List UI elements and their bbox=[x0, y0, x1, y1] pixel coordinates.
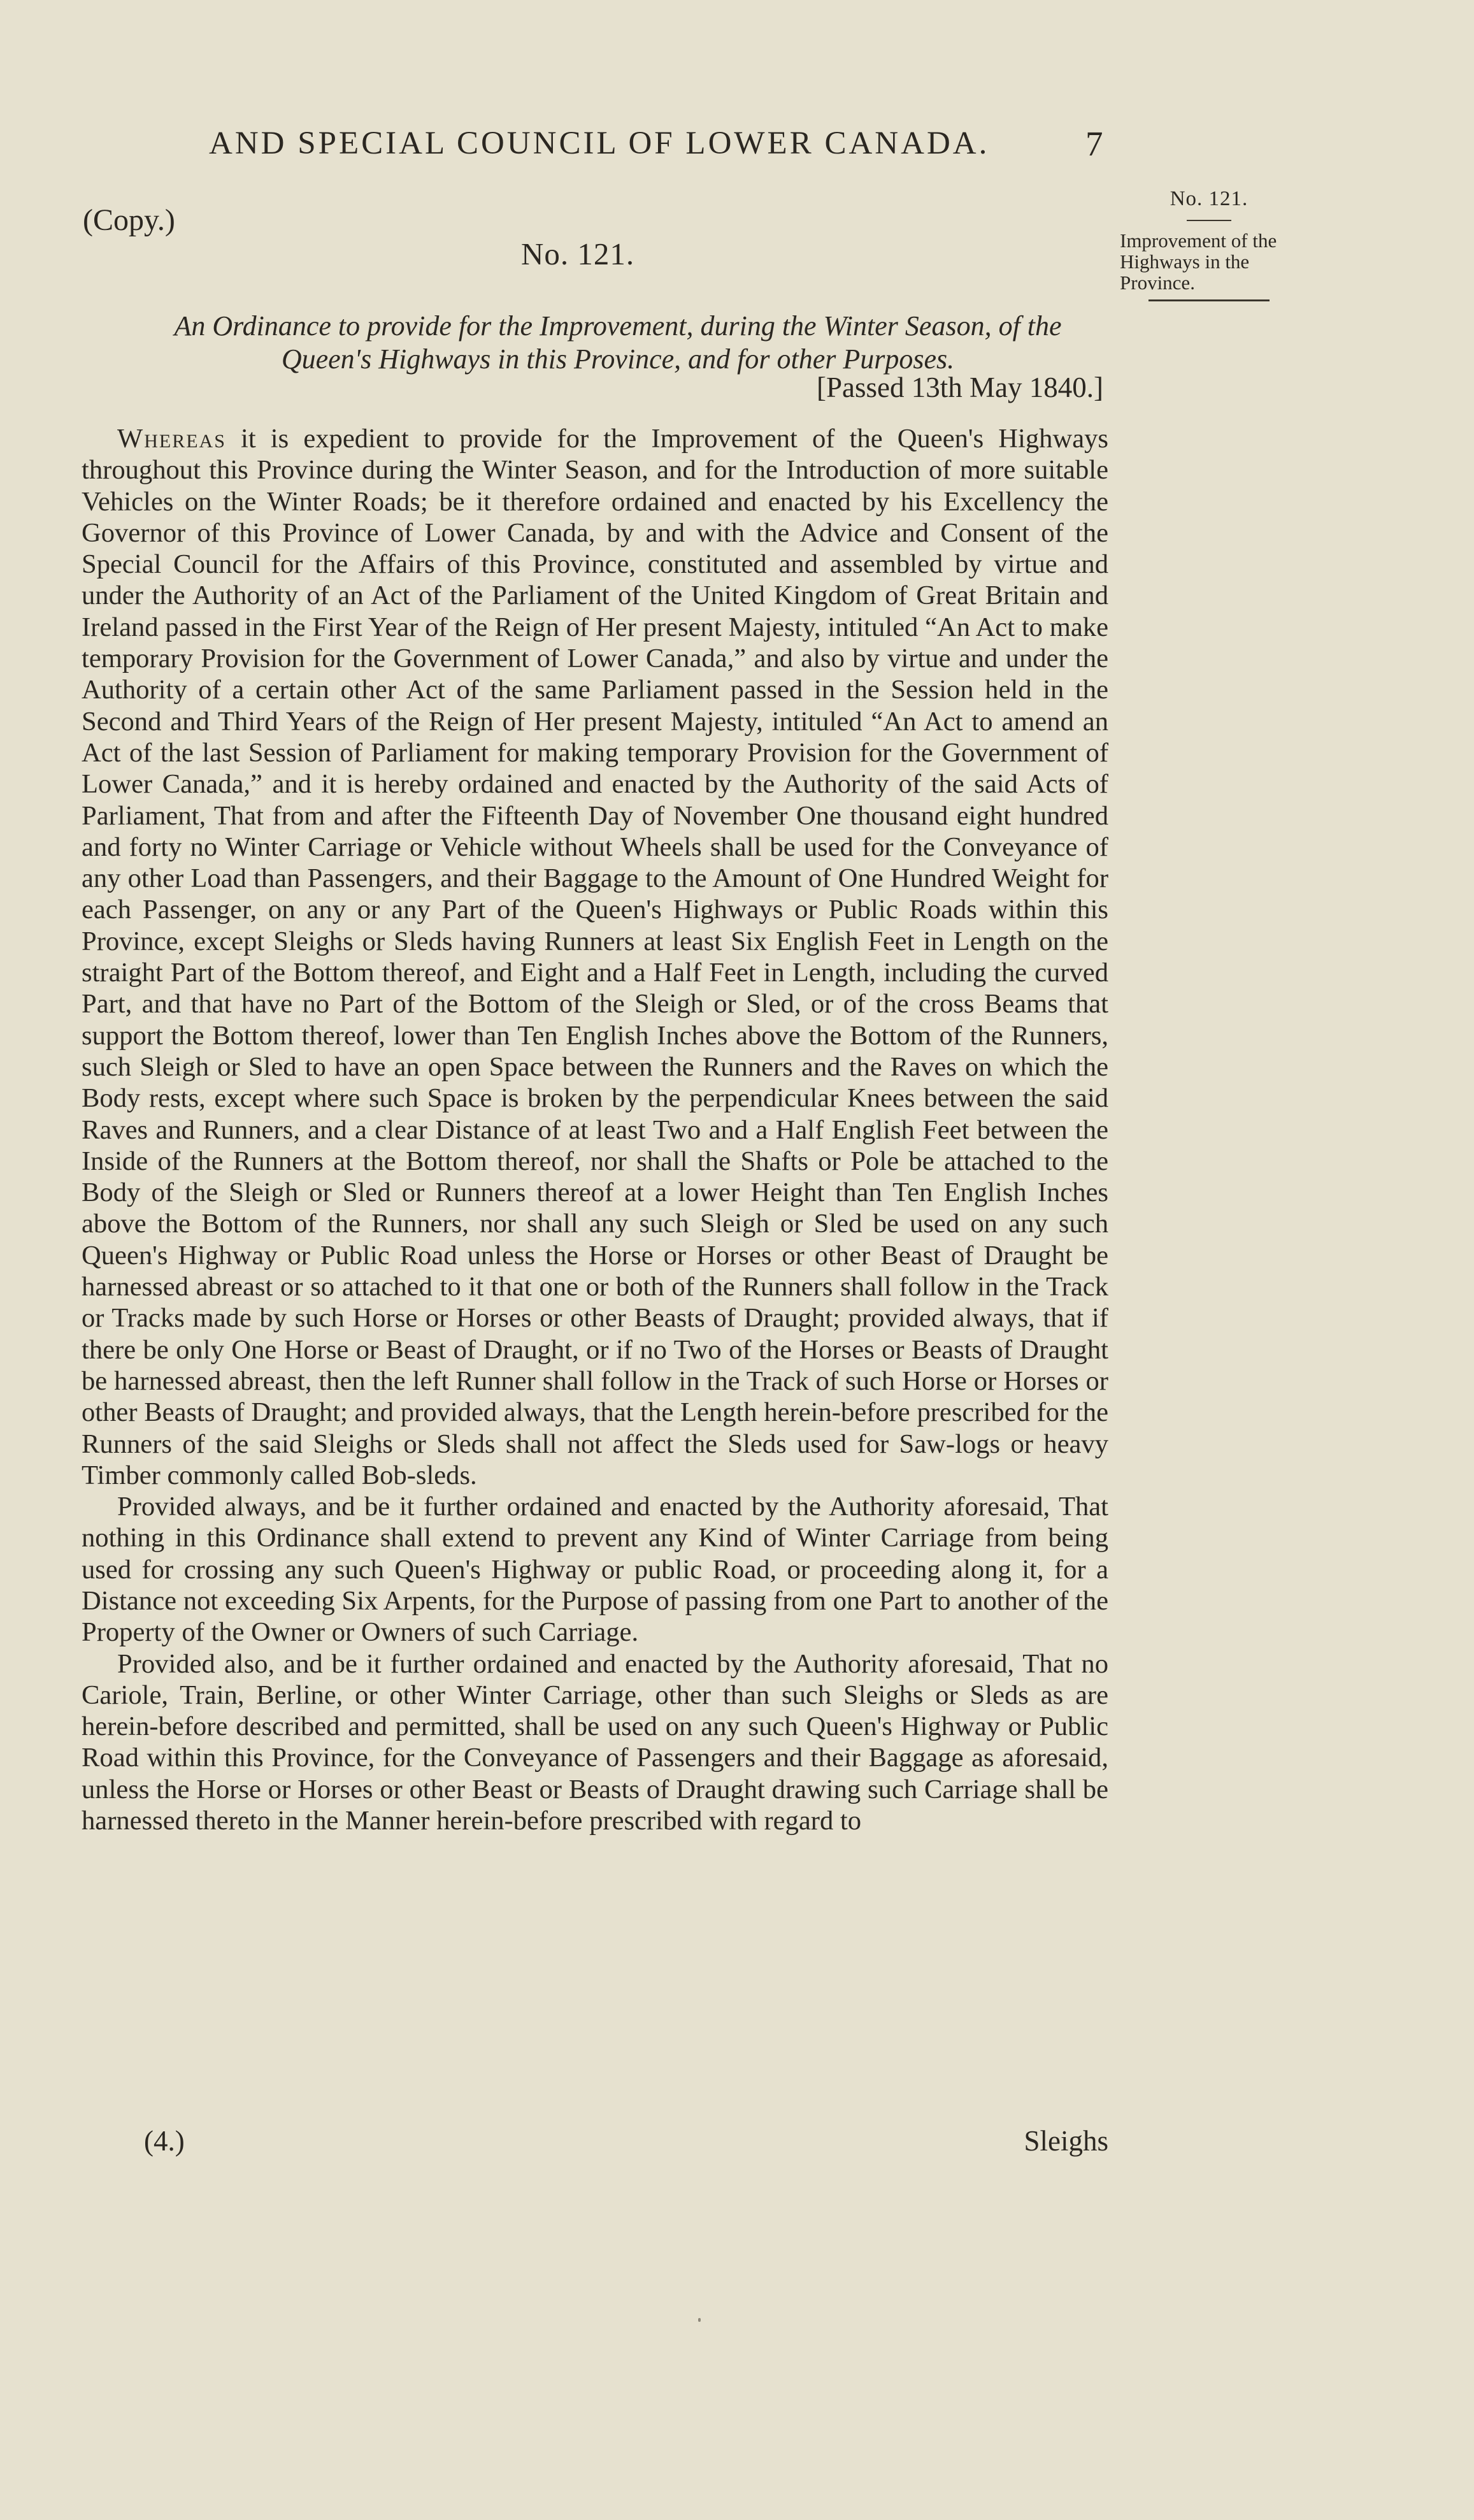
margin-rule-short bbox=[1187, 220, 1231, 221]
paragraph-text: it is expedient to provide for the Improvement of the Queen's Highways throughout this Province during the Winter Season, and for the Introduction of more suitable Vehicles on the Winter Roads; be it therefore ordained and enacted by his Excellency the Governor of this Province of Lower Canada, by and with the Advice and Consent of the Special Council for the Affairs of this Province, constituted and assembled by virtue and under the Authority of an Act of the Parliament of the United Kingdom of Great Britain and Ireland passed in the First Year of the Reign of Her present Majesty, intituled “An Act to make temporary Provision for the Government of Lower Canada,” and also by virtue and under the Authority of a certain other Act of the same Parliament passed in the Session held in the Second and Third Years of the Reign of Her present Majesty, intituled “An Act to amend an Act of the last Session of Parliament for making temporary Provision for the Government of Lower Canada,” and it is hereby ordained and enacted by the Authority of the said Acts of Parliament, That from and after the Fifteenth Day of November One thousand eight hundred and forty no Winter Carriage or Vehicle without Wheels shall be used for the Conveyance of any other Load than Passengers, and their Baggage to the Amount of One Hundred Weight for each Passenger, on any or any Part of the Queen's Highways or Public Roads within this Province, except Sleighs or Sleds having Runners at least Six English Feet in Length on the straight Part of the Bottom thereof, and Eight and a Half Feet in Length, including the curved Part, and that have no Part of the Bottom of the Sleigh or Sled, or of the cross Beams that support the Bottom thereof, lower than Ten English Inches above the Bottom of the Runners, such Sleigh or Sled to have an open Space between the Runners and the Raves on which the Body rests, except where such Space is broken by the perpendicular Knees between the said Raves and Runners, and a clear Distance of at least Two and a Half English Feet between the Inside of the Runners at the Bottom thereof, nor shall the Shafts or Pole be attached to the Body of the Sleigh or Sled or Runners thereof at a lower Height than Ten English Inches above the Bottom of the Runners, nor shall any such Sleigh or Sled be used on any such Queen's Highway or Public Road unless the Horse or Horses or other Beast of Draught be harnessed abreast or so attached to it that one or both of the Runners shall follow in the Track or Tracks made by such Horse or Horses or other Beasts of Draught; provided always, that if there be only One Horse or Beast of Draught, or if no Two of the Horses or Beasts of Draught be harnessed abreast, then the left Runner shall follow in the Track of such Horse or Horses or other Beasts of Draught; and provided always, that the Length herein-before prescribed for the Runners of the said Sleighs or Sleds shall not affect the Sleds used for Saw-logs or heavy Timber commonly called Bob-sleds. bbox=[82, 424, 1108, 1490]
ordinance-number: No. 121. bbox=[521, 236, 635, 271]
margin-note-number: No. 121. bbox=[1170, 187, 1249, 210]
body-paragraph: Provided also, and be it further ordained and enacted by the Authority aforesaid, That no Cariole, Train, Berline, or other Winter Carriage, other than such Sleighs or Sleds as are herein-before described and permitted, shall be used on any such Queen's Highway or Public Road within this Province, for the Conveyance of Passengers and their Baggage as aforesaid, unless the Horse or Horses or other Beast or Beasts of Draught drawing such Carriage shall be harnessed thereto in the Manner herein-before prescribed with regard to bbox=[82, 1648, 1108, 1836]
copy-label: (Copy.) bbox=[83, 203, 175, 237]
page-number: 7 bbox=[1085, 124, 1103, 163]
body-paragraph: Provided always, and be it further ordained and enacted by the Authority aforesaid, That nothing in this Ordinance shall extend to prevent any Kind of Winter Carriage from being used for crossing any such Queen's Highway or public Road, or proceeding along it, for a Distance not exceeding Six Arpents, for the Purpose of passing from one Part to another of the Property of the Owner or Owners of such Carriage. bbox=[82, 1492, 1108, 1648]
margin-note-subject: Improvement of the Highways in the Province. bbox=[1120, 229, 1277, 294]
margin-rule-long bbox=[1148, 299, 1270, 301]
body-paragraph bbox=[82, 423, 1108, 1491]
margin-note bbox=[1116, 189, 1302, 301]
paper-speck bbox=[698, 2318, 701, 2322]
whereas-word: Whereas bbox=[117, 424, 226, 454]
passed-date: [Passed 13th May 1840.] bbox=[817, 371, 1103, 403]
signature-mark: (4.) bbox=[144, 2125, 185, 2157]
ordinance-body bbox=[82, 423, 1108, 1836]
catchword: Sleighs bbox=[1024, 2125, 1108, 2157]
running-head: AND SPECIAL COUNCIL OF LOWER CANADA. bbox=[209, 126, 990, 161]
ordinance-title: An Ordinance to provide for the Improvement, during the Winter Season, of the Queen's Highways in this Province, and for other Purposes. bbox=[174, 310, 1062, 375]
